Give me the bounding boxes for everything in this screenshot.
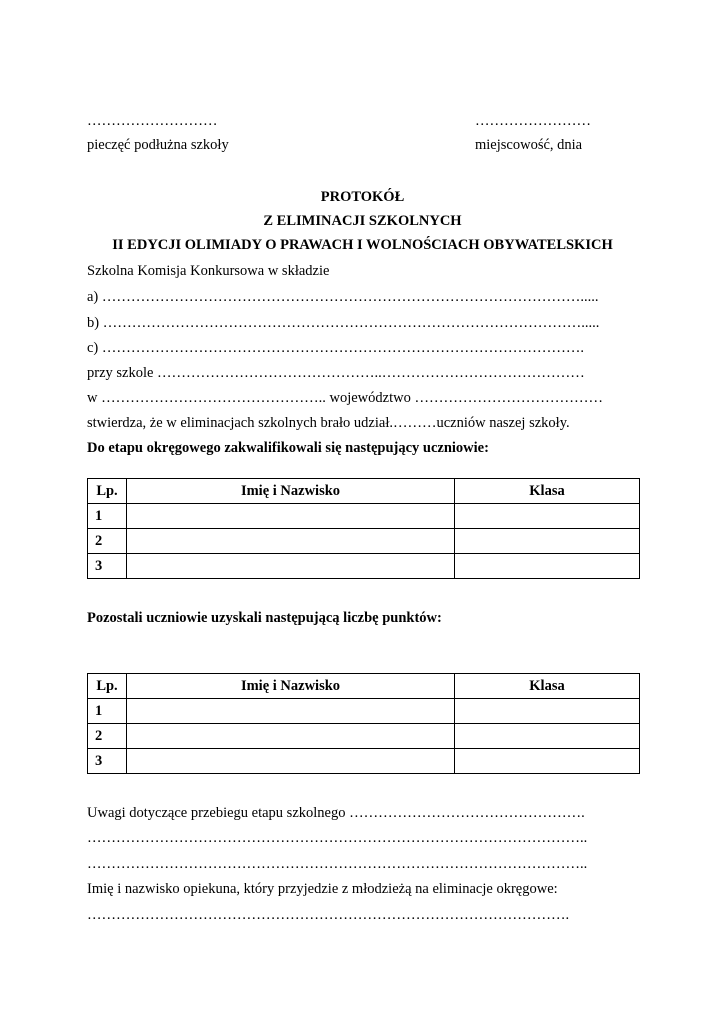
class-cell[interactable]	[455, 529, 640, 554]
document-subtitle-edition: II EDYCJI OLIMIADY O PRAWACH I WOLNOŚCIACH OBYWATELSKICH	[112, 237, 613, 253]
qualified-heading: Do etapu okręgowego zakwalifikowali się następujący uczniowie:	[87, 440, 489, 456]
remarks-dots-line: …………………………………………………………………………………………..	[87, 856, 588, 872]
stamp-dots: ………………………	[87, 113, 218, 129]
column-header: Klasa	[455, 479, 640, 504]
class-cell[interactable]	[455, 504, 640, 529]
name-cell[interactable]	[127, 724, 455, 749]
column-header: Imię i Nazwisko	[127, 674, 455, 699]
table-header-row	[88, 479, 640, 504]
row-number: 3	[88, 749, 127, 774]
others-table	[87, 673, 640, 774]
place-dots: ……………………	[475, 113, 591, 129]
class-cell[interactable]	[455, 554, 640, 579]
guardian-line: Imię i nazwisko opiekuna, który przyjedzie z młodzieżą na eliminacje okręgowe:	[87, 881, 558, 897]
place-date-label: miejscowość, dnia	[475, 137, 583, 153]
qualified-table	[87, 478, 640, 579]
table-header-row	[88, 674, 640, 699]
class-cell[interactable]	[455, 749, 640, 774]
stamp-label: pieczęć podłużna szkoły	[87, 137, 229, 153]
table-row	[88, 504, 640, 529]
column-header: Imię i Nazwisko	[127, 479, 455, 504]
table-row	[88, 699, 640, 724]
class-cell[interactable]	[455, 699, 640, 724]
guardian-dots-line: ……………………………………………………………………………………….	[87, 907, 570, 923]
name-cell[interactable]	[127, 504, 455, 529]
others-heading: Pozostali uczniowie uzyskali następującą liczbę punktów:	[87, 610, 442, 626]
row-number: 1	[88, 699, 127, 724]
column-header: Klasa	[455, 674, 640, 699]
name-cell[interactable]	[127, 554, 455, 579]
participants-line: stwierdza, że w eliminacjach szkolnych brało udział.………uczniów naszej szkoły.	[87, 415, 570, 431]
committee-member-a: a) ……………………………………………………………………………………….....	[87, 289, 599, 305]
row-number: 2	[88, 529, 127, 554]
table-row	[88, 724, 640, 749]
name-cell[interactable]	[127, 529, 455, 554]
document-title: PROTOKÓŁ	[320, 189, 405, 205]
name-cell[interactable]	[127, 749, 455, 774]
table-row	[88, 749, 640, 774]
row-number: 1	[88, 504, 127, 529]
table-row	[88, 554, 640, 579]
column-header: Lp.	[88, 674, 127, 699]
table-row	[88, 529, 640, 554]
committee-member-c: c) ……………………………………………………………………………………….	[87, 340, 585, 356]
remarks-line: Uwagi dotyczące przebiegu etapu szkolnego ………………………………………….	[87, 805, 585, 821]
class-cell[interactable]	[455, 724, 640, 749]
school-line: przy szkole ………………………………………..……………………………………	[87, 365, 585, 381]
document-subtitle: Z ELIMINACJI SZKOLNYCH	[263, 213, 462, 229]
city-region-line: w ……………………………………….. województwo …………………………………	[87, 390, 603, 406]
column-header: Lp.	[88, 479, 127, 504]
row-number: 2	[88, 724, 127, 749]
row-number: 3	[88, 554, 127, 579]
remarks-dots-line: …………………………………………………………………………………………..	[87, 830, 588, 846]
name-cell[interactable]	[127, 699, 455, 724]
committee-member-b: b) ……………………………………………………………………………………….....	[87, 315, 600, 331]
committee-line: Szkolna Komisja Konkursowa w składzie	[87, 263, 330, 279]
